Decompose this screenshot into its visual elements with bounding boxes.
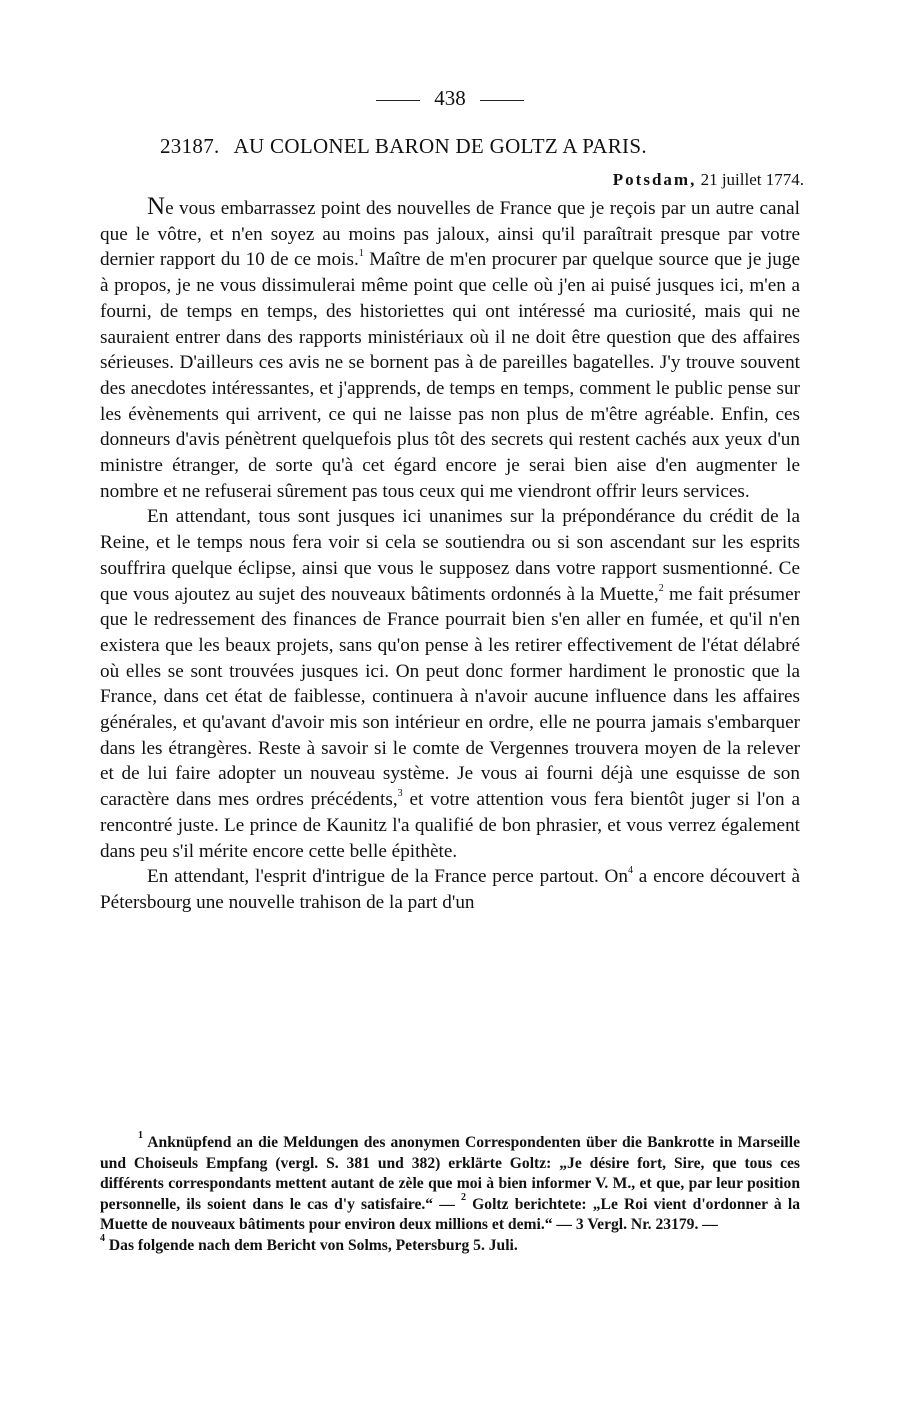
dateline [613,170,804,190]
dateline-date: 21 juillet 1774. [700,170,804,189]
footnote-block [100,1130,801,1257]
footnote-1-mark: 1 [138,1130,143,1141]
letter-number: 23187. [160,134,220,158]
letter-title: AU COLONEL BARON DE GOLTZ A PARIS. [233,134,647,158]
page-number-line [0,86,900,111]
footnote-4-text: Das folgende nach dem Bericht von Solms, Petersburg 5. Juli. [105,1236,518,1254]
footnotes [100,1130,801,1257]
paragraph-2-text-a: En attendant, tous sont jusques ici unanimes sur la prépondérance du crédit de la Reine, et le temps nous fera voir si cela se soutiendra ou si son ascendant sur les esprits souffrira quelque éclipse, ainsi que vous le supposez dans votre rapport susmentionné. Ce que vous ajoutez au sujet des nouveaux bâtiments ordonnés à la Muette, [100,506,800,605]
paragraph-2 [100,504,800,864]
footnote-3-mark: 3 [575,1216,584,1234]
footnote-3-text: Vergl. Nr. 23179. — [583,1216,718,1234]
footnote-ref-4: 4 [628,865,634,877]
footnote-4-mark: 4 [100,1232,105,1244]
footnote-ref-3: 3 [397,788,403,800]
paragraph-3-text-a: En attendant, l'esprit d'intrigue de la France perce partout. On [147,866,629,888]
page-number-dash-left [376,100,420,101]
footnote-1-text: Anknüpfend an die Meldungen des anonymen Correspondenten über die Bankrotte in Marseille und Choiseuls Empfang (vergl. S. 381 und 382) erklärte Goltz: „Je désire fort, Sire, que tous ces différents correspondants mettent autant de zèle que moi à bien informer V. M., et que, par leur position personnelle, ils soient dans le cas d'y satisfaire.“ — [100,1134,800,1213]
page-number-dash-right [480,100,524,101]
letter-heading [160,134,800,159]
paragraph-2-text-c: et votre attention vous fera bientôt juger si l'on a rencontré juste. Le prince de Kaunitz l'a qualifié de bon phrasier, et vous verrez également dans peu s'il mérite encore cette belle épithète. [100,789,800,862]
footnote-2-mark: 2 [461,1191,467,1203]
paragraph-3-text-b: a encore découvert à Pétersbourg une nouvelle trahison de la part d'un [100,866,800,913]
footnote-ref-2: 2 [658,582,664,594]
dateline-place: Potsdam, [612,170,697,189]
paragraph-1-text-a: Ne vous embarrassez point des nouvelles de France que je reçois par un autre canal que le vôtre, et n'en soyez au moins pas jaloux, ainsi qu'il paraîtrait presque par votre dernier rapport du 10 de ce mois. [100,193,800,271]
paragraph-3 [100,864,800,915]
letter-body [100,194,800,916]
footnote-2-text: Goltz berichtete: „Le Roi vient d'ordonner à la Muette de nouveaux bâtiments pour environ deux millions et demi.“ — [100,1195,801,1234]
paragraph-2-text-b: me fait présumer que le redressement des finances de France pourrait bien s'en aller en fumée, et qu'il n'en existera que les beaux projets, sans qu'on pense à les retirer effectivement de l'état délabré où elles se sont trouvées jusques ici. On peut donc former hardiment le pronostic que la France, dans cet état de faiblesse, continuera à n'avoir aucune influence dans les affaires générales, et qu'avant d'avoir mis son intérieur en ordre, elle ne pourra jamais s'embarquer dans les étrangères. Reste à savoir si le comte de Vergennes trouvera moyen de la relever et de lui faire adopter un nouveau système. Je vous ai fourni déjà une esquisse de son caractère dans mes ordres précédents, [100,583,801,811]
paragraph-1 [100,194,800,504]
footnote-ref-1: 1 [358,248,364,260]
page-number: 438 [434,86,466,110]
paragraph-1-text-b: Maître de m'en procurer par quelque source que je juge à propos, je ne vous dissimulerai même point que celle où j'en ai puisé jusques ici, m'en a fourni, de temps en temps, des historiettes qui ont intéressé ma curiosité, mais qui ne sauraient entrer dans des rapports ministériaux où il ne doit être question que des affaires sérieuses. D'ailleurs ces avis ne se bornent pas à de pareilles bagatelles. J'y trouve souvent des anecdotes intéressantes, et j'apprends, de temps en temps, comment le public pense sur les évènements qui arrivent, ce qui ne laisse pas non plus de m'être agréable. Enfin, ces donneurs d'avis pénètrent quelquefois plus tôt des secrets qui restent cachés aux yeux d'un ministre étranger, de sorte qu'à cet égard encore je serai bien aise d'en augmenter le nombre et ne refuserai sûrement pas tous ceux qui me viendront offrir leurs services. [100,249,800,502]
